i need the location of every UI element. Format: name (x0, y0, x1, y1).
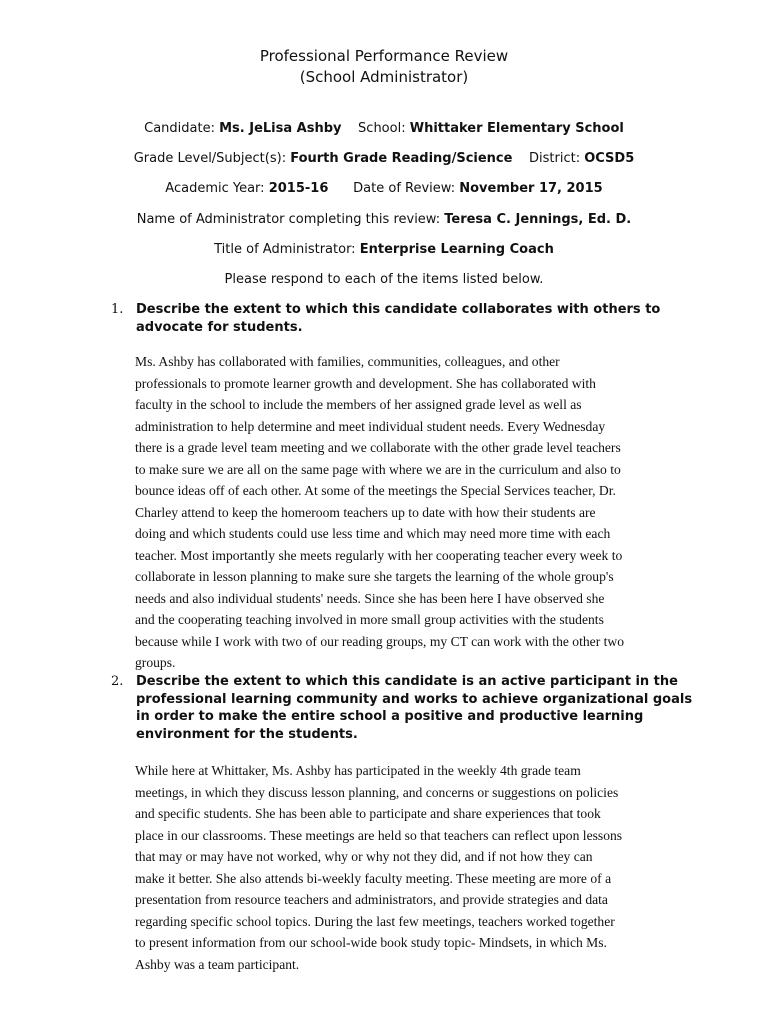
candidate-label: Candidate: (144, 121, 215, 136)
document-title: Professional Performance Review (259, 47, 509, 65)
administrator-name-value: Teresa C. Jennings, Ed. D. (444, 212, 632, 227)
district-label: District: (529, 151, 581, 166)
answer-line: doing and which students could use less time and which may need more time with each (135, 526, 611, 541)
administrator-title-label: Title of Administrator: (214, 242, 356, 257)
grade-district-line (0, 150, 768, 168)
answer-line: Ashby was a team participant. (135, 956, 300, 972)
answer-line: and the cooperating teaching involved in more small group activities with the students (135, 612, 604, 627)
question-line: environment for the students. (136, 726, 358, 742)
answer-line: bounce ideas off of each other. At some of the meetings the Special Services teacher, Dr. (135, 483, 616, 498)
answer-line: that may or may have not worked, why or why not they did, and if not how they can (135, 849, 593, 864)
school-value: Whittaker Elementary School (409, 121, 624, 136)
answer-line: professionals to promote learner growth and development. She has collaborated with (135, 375, 596, 391)
answer-line: Charley attend to keep the homeroom teachers up to date with how their students are (135, 504, 596, 520)
year-date-line (0, 180, 768, 198)
review-date-value: November 17, 2015 (459, 181, 603, 196)
instructions-text: Please respond to each of the items listed below. (224, 272, 544, 287)
administrator-name-line (0, 211, 768, 229)
question-text (136, 673, 693, 743)
answer-line: make it better. She also attends bi-weekly faculty meeting. These meeting are more of a (135, 870, 612, 886)
question-line: in order to make the entire school a positive and productive learning (136, 709, 644, 724)
answer-text (135, 351, 683, 674)
academic-year-label: Academic Year: (165, 181, 265, 196)
answer-line: presentation from resource teachers and administrators, and provide strategies and data (135, 892, 608, 907)
answer-line: administration to help determine and meet individual student needs. Every Wednesday (135, 418, 606, 434)
answer-line: faculty in the school to include the members of her assigned grade level as well as (135, 397, 582, 412)
candidate-school-line (0, 120, 768, 138)
district-value: OCSD5 (584, 151, 635, 166)
answer-line: needs and also individual students' needs. Since she has been here I have observed she (135, 590, 605, 606)
answer-line: to make sure we are all on the same page with where we are in the curriculum and also to (135, 461, 621, 477)
answer-line: collaborate in lesson planning to make sure she targets the learning of the whole group's (135, 569, 614, 584)
answer-line: teacher. Most importantly she meets regularly with her cooperating teacher every week to (135, 547, 623, 563)
answer-line: place in our classrooms. These meetings are held so that teachers can reflect upon lessons (135, 827, 623, 843)
question-number: 1. (111, 302, 124, 317)
answer-line: groups. (135, 655, 176, 670)
question-text (136, 301, 661, 336)
answer-line: to present information from our school-wide book study topic- Mindsets, in which Ms. (135, 935, 607, 950)
candidate-value: Ms. JeLisa Ashby (219, 121, 342, 136)
question-line: Describe the extent to which this candidate collaborates with others to (136, 302, 661, 317)
answer-line: there is a grade level team meeting and we collaborate with the other grade level teachers (135, 440, 621, 455)
review-date-label: Date of Review: (353, 181, 456, 196)
administrator-title-line (0, 241, 768, 259)
question-line: Describe the extent to which this candidate is an active participant in the (136, 674, 678, 689)
school-label: School: (358, 121, 406, 136)
administrator-title-value: Enterprise Learning Coach (359, 242, 554, 257)
answer-line: meetings, in which they discuss lesson planning, and concerns or suggestions on policies (135, 784, 619, 800)
answer-line: because while I work with two of our reading groups, my CT can work with the other two (135, 633, 625, 649)
administrator-name-label: Name of Administrator completing this review: (136, 212, 441, 227)
question-line: advocate for students. (136, 319, 303, 335)
answer-line: regarding specific school topics. During the last few meetings, teachers worked together (135, 913, 615, 929)
academic-year-value: 2015-16 (268, 181, 329, 196)
question-line: professional learning community and works to achieve organizational goals (136, 691, 693, 707)
answer-line: and specific students. She has been able to participate and share experiences that took (135, 806, 601, 821)
document-subtitle: (School Administrator) (299, 68, 469, 86)
grade-label: Grade Level/Subject(s): (133, 151, 287, 166)
grade-value: Fourth Grade Reading/Science (290, 151, 513, 166)
question-number: 2. (111, 674, 124, 689)
answer-line: Ms. Ashby has collaborated with families, communities, colleagues, and other (135, 354, 560, 369)
answer-line: While here at Whittaker, Ms. Ashby has participated in the weekly 4th grade team (135, 763, 581, 778)
answer-text (135, 760, 683, 975)
